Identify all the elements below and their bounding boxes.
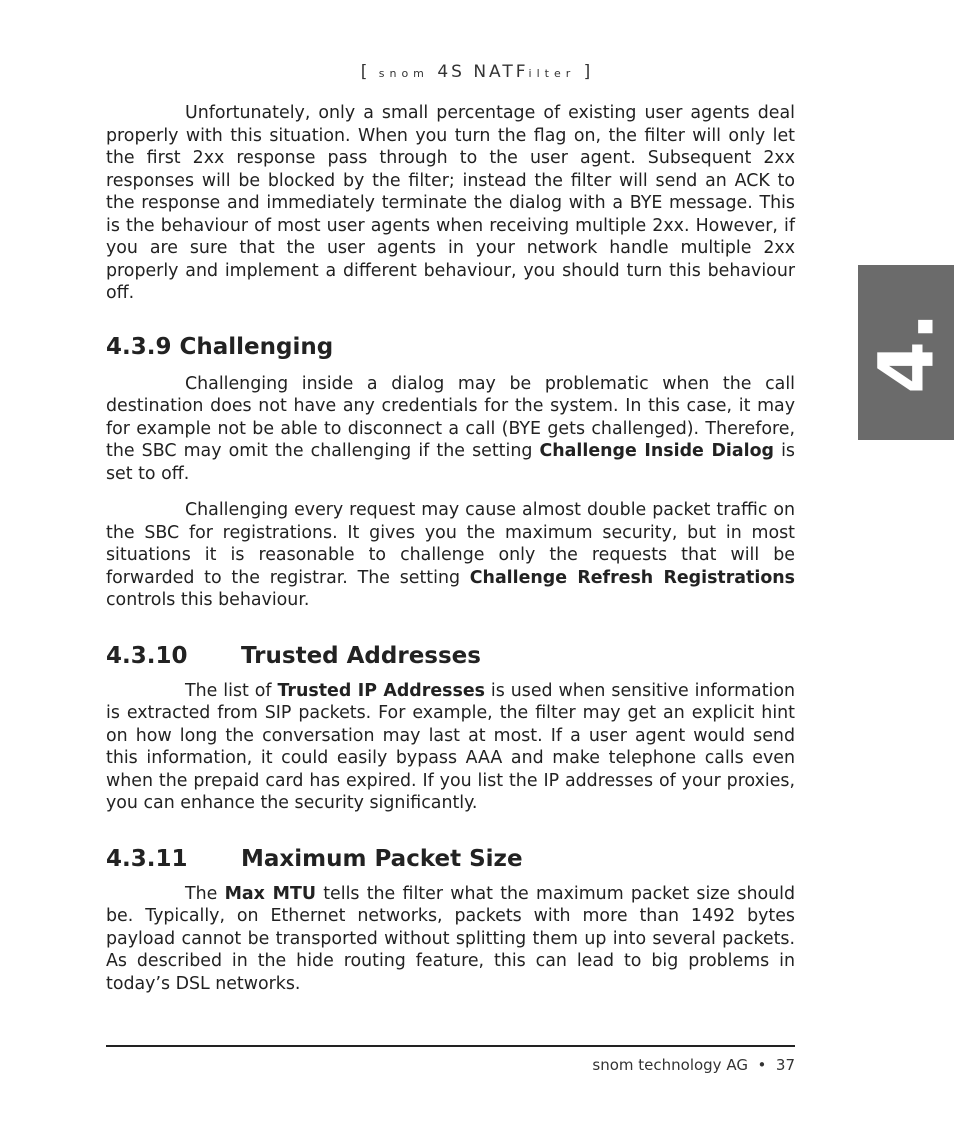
section-heading-max-packet-size <box>106 845 795 873</box>
intro-paragraph: Unfortunately, only a small percentage of existing user agents deal properly with this situation. When you turn the flag on, the filter will only let the first 2xx response pass through to the user agent. Subsequent 2xx responses will be blocked by the filter; instead the filter will send an ACK to the response and immediately terminate the dialog with a BYE message. This is the behaviour of most user agents when receiving multiple 2xx. However, if you are sure that the user agents in your network handle multiple 2xx properly and implement a different behaviour, you should turn this behaviour off. <box>106 103 795 303</box>
header-filter-rest: ilter <box>528 67 576 80</box>
text-run: The <box>185 883 225 904</box>
header-open-bracket: [ <box>360 62 371 82</box>
section-title: Maximum Packet Size <box>241 845 523 872</box>
page-body <box>106 102 795 1009</box>
running-header <box>0 62 954 82</box>
section-number: 4.3.9 <box>106 333 172 360</box>
footer-company: snom technology AG <box>592 1056 748 1074</box>
setting-name: Challenge Refresh Registrations <box>469 567 795 588</box>
header-brand: snom <box>378 67 429 80</box>
challenging-paragraph-1 <box>106 373 795 486</box>
challenging-paragraph-2 <box>106 499 795 612</box>
section-title: Challenging <box>179 333 334 360</box>
text-run: The list of <box>185 680 278 701</box>
chapter-tab-label: 4. <box>861 312 951 394</box>
trusted-paragraph <box>106 680 795 815</box>
text-run: controls this behaviour. <box>106 590 310 610</box>
page-footer <box>592 1056 795 1074</box>
mtu-paragraph <box>106 883 795 996</box>
header-filter-initial: F <box>515 62 529 82</box>
section-number: 4.3.10 <box>106 642 188 669</box>
section-title: Trusted Addresses <box>241 642 481 669</box>
header-product: 4S NAT <box>437 62 516 82</box>
setting-name: Max MTU <box>224 883 316 904</box>
section-heading-trusted-addresses <box>106 642 795 670</box>
footer-rule <box>106 1045 795 1047</box>
text-run: is set to off. <box>106 441 795 484</box>
page-number: 37 <box>775 1056 795 1074</box>
setting-name: Trusted IP Addresses <box>277 680 485 701</box>
text-run: tells the filter what the maximum packet size should be. Typically, on Ethernet networks, packets with more than 1492 bytes payload cannot be transported without splitting them up into several packets. As described in the hide routing feature, this can lead to big problems in today’s DSL networks. <box>106 883 795 994</box>
chapter-tab <box>858 265 954 440</box>
section-heading-challenging <box>106 333 795 361</box>
text-run: Challenging inside a dialog may be problematic when the call destination does not have any credentials for the system. In this case, it may for example not be able to disconnect a call (BYE gets challenged). Therefore, the SBC may omit the challenging if the setting <box>106 373 795 461</box>
setting-name: Challenge Inside Dialog <box>539 441 774 461</box>
section-number: 4.3.11 <box>106 845 188 872</box>
header-close-bracket: ] <box>583 62 594 82</box>
text-run: is used when sensitive information is extracted from SIP packets. For example, the filter may get an explicit hint on how long the conversation may last at most. If a user agent would send this information, it could easily bypass AAA and make telephone calls even when the prepaid card has expired. If you list the IP addresses of your proxies, you can enhance the security significantly. <box>106 680 796 813</box>
footer-bullet: • <box>757 1056 767 1074</box>
text-run: Challenging every request may cause almost double packet traffic on the SBC for registrations. It gives you the maximum security, but in most situations it is reasonable to challenge only the requests that will be forwarded to the registrar. The setting <box>106 500 795 588</box>
